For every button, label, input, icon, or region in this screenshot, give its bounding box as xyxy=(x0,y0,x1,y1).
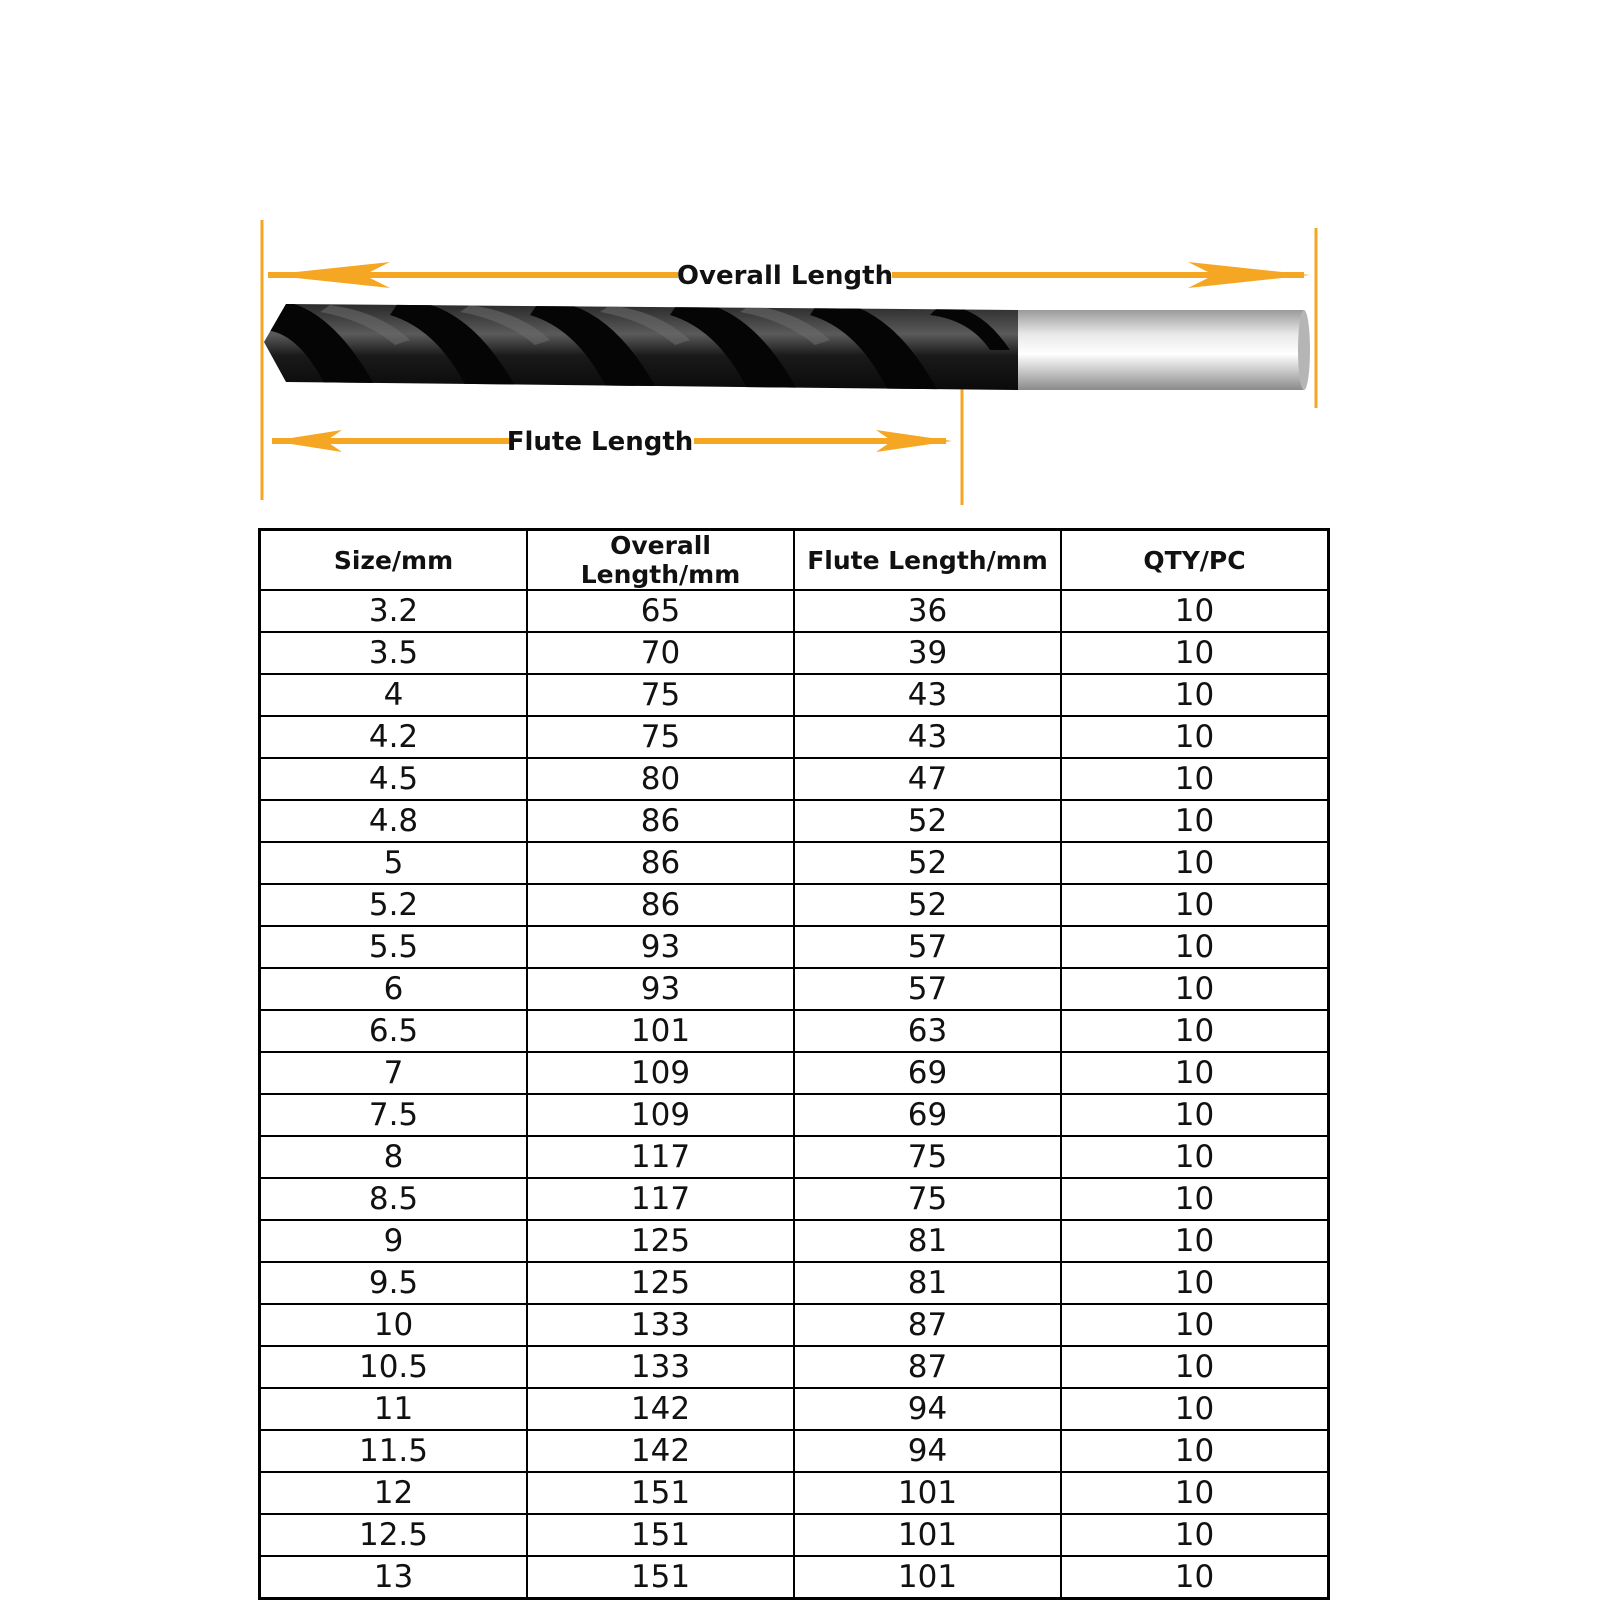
cell-qty: 10 xyxy=(1061,800,1329,842)
flute-length-label: Flute Length xyxy=(506,427,694,457)
table-row xyxy=(260,1136,1329,1178)
drill-spec-table xyxy=(258,528,1330,1600)
cell-flute-length: 43 xyxy=(794,674,1061,716)
cell-overall-length: 65 xyxy=(527,590,794,632)
cell-flute-length: 69 xyxy=(794,1094,1061,1136)
cell-size: 6 xyxy=(260,968,528,1010)
cell-flute-length: 87 xyxy=(794,1346,1061,1388)
table-row xyxy=(260,758,1329,800)
table-row xyxy=(260,800,1329,842)
cell-size: 12 xyxy=(260,1472,528,1514)
cell-flute-length: 57 xyxy=(794,968,1061,1010)
cell-qty: 10 xyxy=(1061,1346,1329,1388)
table-row xyxy=(260,1388,1329,1430)
cell-overall-length: 93 xyxy=(527,968,794,1010)
cell-flute-length: 101 xyxy=(794,1556,1061,1599)
table-row xyxy=(260,674,1329,716)
cell-flute-length: 94 xyxy=(794,1430,1061,1472)
cell-qty: 10 xyxy=(1061,926,1329,968)
cell-size: 4.2 xyxy=(260,716,528,758)
cell-size: 7.5 xyxy=(260,1094,528,1136)
cell-size: 3.2 xyxy=(260,590,528,632)
cell-overall-length: 75 xyxy=(527,674,794,716)
cell-qty: 10 xyxy=(1061,1472,1329,1514)
table-row xyxy=(260,1514,1329,1556)
table-row xyxy=(260,590,1329,632)
cell-overall-length: 86 xyxy=(527,842,794,884)
cell-size: 11.5 xyxy=(260,1430,528,1472)
cell-flute-length: 75 xyxy=(794,1178,1061,1220)
table-row xyxy=(260,1094,1329,1136)
cell-qty: 10 xyxy=(1061,1052,1329,1094)
cell-flute-length: 47 xyxy=(794,758,1061,800)
cell-size: 8.5 xyxy=(260,1178,528,1220)
cell-flute-length: 75 xyxy=(794,1136,1061,1178)
cell-qty: 10 xyxy=(1061,1304,1329,1346)
cell-overall-length: 70 xyxy=(527,632,794,674)
cell-overall-length: 125 xyxy=(527,1262,794,1304)
table-row xyxy=(260,1556,1329,1599)
cell-overall-length: 142 xyxy=(527,1430,794,1472)
cell-overall-length: 133 xyxy=(527,1304,794,1346)
cell-qty: 10 xyxy=(1061,674,1329,716)
cell-size: 5.2 xyxy=(260,884,528,926)
cell-qty: 10 xyxy=(1061,1010,1329,1052)
cell-flute-length: 36 xyxy=(794,590,1061,632)
cell-flute-length: 101 xyxy=(794,1514,1061,1556)
cell-qty: 10 xyxy=(1061,842,1329,884)
header-qty: QTY/PC xyxy=(1061,530,1329,591)
header-size: Size/mm xyxy=(260,530,528,591)
cell-size: 13 xyxy=(260,1556,528,1599)
table-row xyxy=(260,1052,1329,1094)
cell-size: 9.5 xyxy=(260,1262,528,1304)
cell-flute-length: 52 xyxy=(794,800,1061,842)
cell-qty: 10 xyxy=(1061,632,1329,674)
header-flute-length: Flute Length/mm xyxy=(794,530,1061,591)
cell-size: 4.8 xyxy=(260,800,528,842)
table-row xyxy=(260,884,1329,926)
table-row xyxy=(260,1262,1329,1304)
table-row xyxy=(260,1010,1329,1052)
cell-flute-length: 81 xyxy=(794,1262,1061,1304)
cell-overall-length: 151 xyxy=(527,1472,794,1514)
cell-flute-length: 81 xyxy=(794,1220,1061,1262)
cell-flute-length: 69 xyxy=(794,1052,1061,1094)
cell-qty: 10 xyxy=(1061,1178,1329,1220)
cell-overall-length: 109 xyxy=(527,1052,794,1094)
table-row xyxy=(260,1346,1329,1388)
drill-dimension-diagram xyxy=(0,0,1600,520)
cell-flute-length: 43 xyxy=(794,716,1061,758)
cell-qty: 10 xyxy=(1061,1514,1329,1556)
cell-qty: 10 xyxy=(1061,1220,1329,1262)
table-row xyxy=(260,968,1329,1010)
cell-qty: 10 xyxy=(1061,968,1329,1010)
cell-overall-length: 151 xyxy=(527,1514,794,1556)
cell-overall-length: 86 xyxy=(527,884,794,926)
table-row xyxy=(260,632,1329,674)
cell-flute-length: 87 xyxy=(794,1304,1061,1346)
cell-size: 6.5 xyxy=(260,1010,528,1052)
cell-overall-length: 133 xyxy=(527,1346,794,1388)
cell-flute-length: 52 xyxy=(794,842,1061,884)
cell-qty: 10 xyxy=(1061,1556,1329,1599)
cell-overall-length: 117 xyxy=(527,1178,794,1220)
cell-flute-length: 39 xyxy=(794,632,1061,674)
table-row xyxy=(260,1178,1329,1220)
table-row xyxy=(260,1304,1329,1346)
cell-size: 4 xyxy=(260,674,528,716)
cell-size: 8 xyxy=(260,1136,528,1178)
cell-overall-length: 109 xyxy=(527,1094,794,1136)
cell-overall-length: 142 xyxy=(527,1388,794,1430)
cell-qty: 10 xyxy=(1061,1136,1329,1178)
cell-size: 4.5 xyxy=(260,758,528,800)
cell-overall-length: 93 xyxy=(527,926,794,968)
cell-flute-length: 63 xyxy=(794,1010,1061,1052)
cell-qty: 10 xyxy=(1061,758,1329,800)
cell-qty: 10 xyxy=(1061,1430,1329,1472)
cell-overall-length: 80 xyxy=(527,758,794,800)
cell-overall-length: 86 xyxy=(527,800,794,842)
cell-size: 10 xyxy=(260,1304,528,1346)
cell-qty: 10 xyxy=(1061,1388,1329,1430)
table-row xyxy=(260,716,1329,758)
header-overall-length: Overall Length/mm xyxy=(527,530,794,591)
cell-qty: 10 xyxy=(1061,1094,1329,1136)
table-row xyxy=(260,1220,1329,1262)
cell-size: 3.5 xyxy=(260,632,528,674)
cell-size: 5.5 xyxy=(260,926,528,968)
cell-overall-length: 75 xyxy=(527,716,794,758)
table-header-row xyxy=(260,530,1329,591)
table-row xyxy=(260,1472,1329,1514)
drill-bit-icon xyxy=(262,300,1310,395)
cell-overall-length: 151 xyxy=(527,1556,794,1599)
cell-size: 7 xyxy=(260,1052,528,1094)
cell-qty: 10 xyxy=(1061,1262,1329,1304)
cell-overall-length: 117 xyxy=(527,1136,794,1178)
table-row xyxy=(260,1430,1329,1472)
cell-overall-length: 101 xyxy=(527,1010,794,1052)
cell-qty: 10 xyxy=(1061,716,1329,758)
cell-size: 12.5 xyxy=(260,1514,528,1556)
table-row xyxy=(260,842,1329,884)
cell-size: 10.5 xyxy=(260,1346,528,1388)
cell-size: 11 xyxy=(260,1388,528,1430)
cell-size: 5 xyxy=(260,842,528,884)
cell-flute-length: 101 xyxy=(794,1472,1061,1514)
cell-flute-length: 52 xyxy=(794,884,1061,926)
cell-qty: 10 xyxy=(1061,884,1329,926)
table-row xyxy=(260,926,1329,968)
cell-flute-length: 94 xyxy=(794,1388,1061,1430)
overall-length-label: Overall Length xyxy=(676,261,894,291)
cell-flute-length: 57 xyxy=(794,926,1061,968)
cell-overall-length: 125 xyxy=(527,1220,794,1262)
cell-qty: 10 xyxy=(1061,590,1329,632)
cell-size: 9 xyxy=(260,1220,528,1262)
